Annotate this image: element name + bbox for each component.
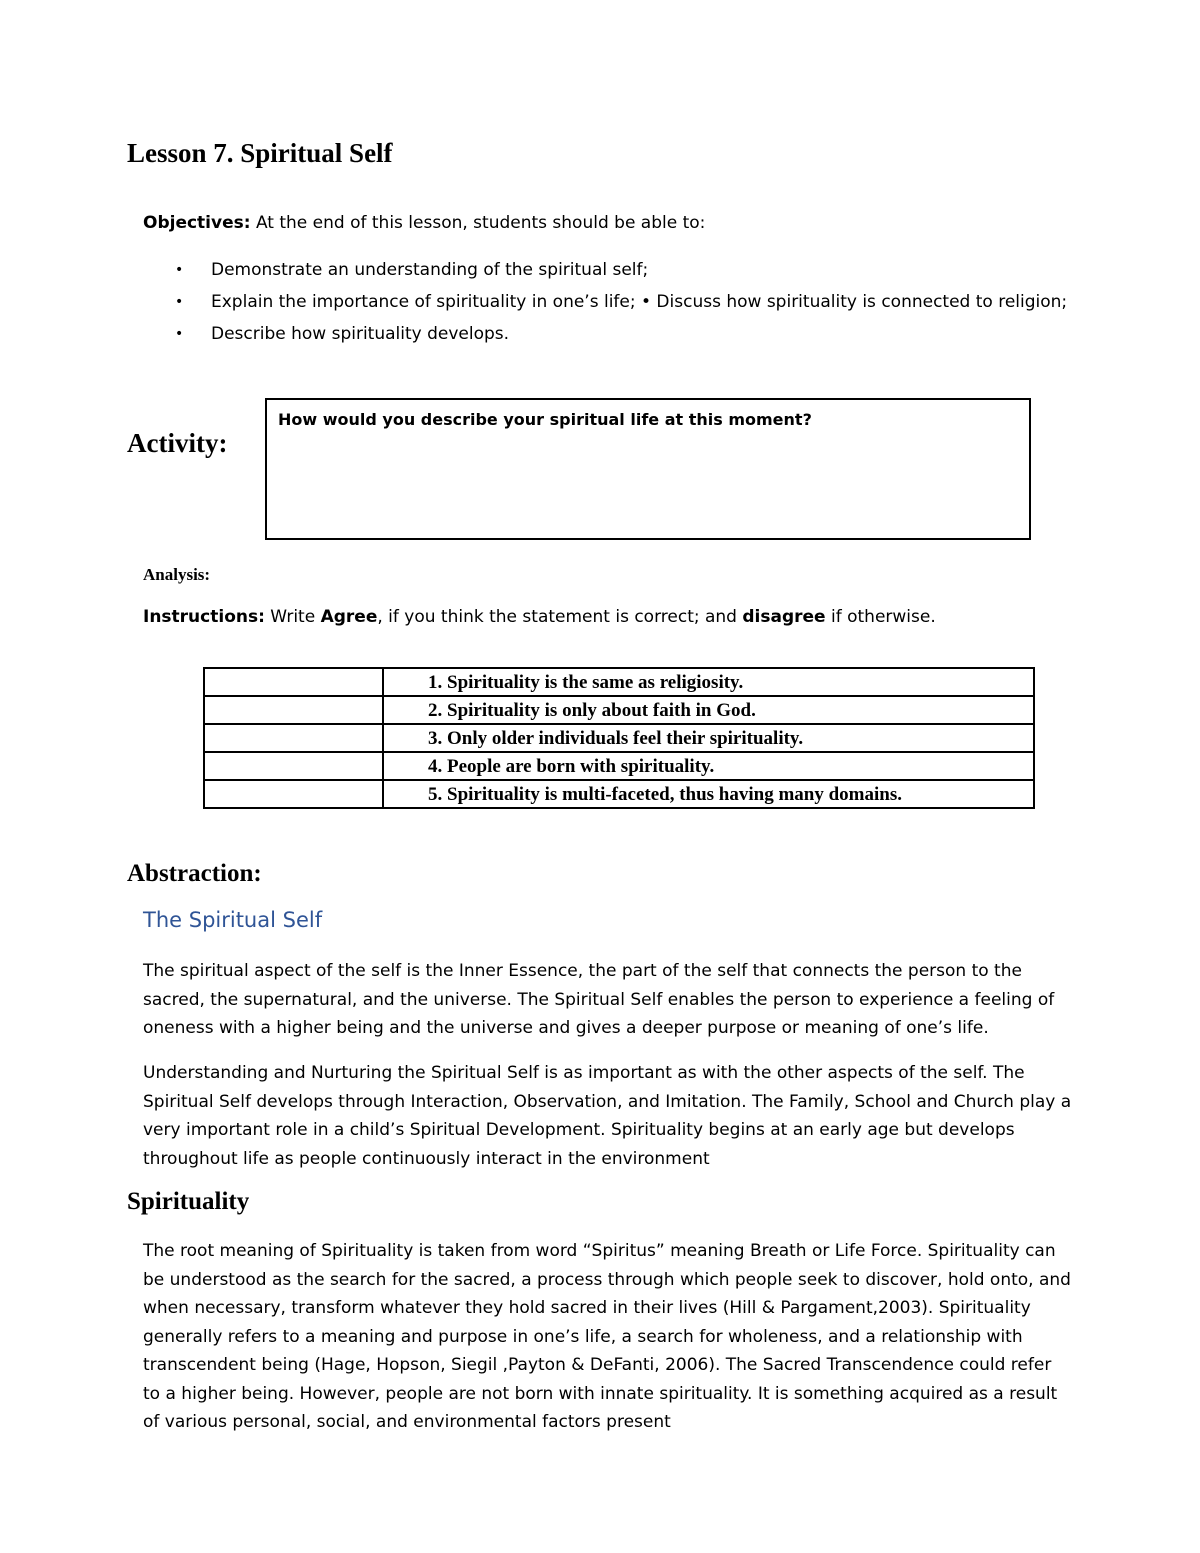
spirituality-heading: Spirituality — [127, 1188, 250, 1215]
statement-cell: 1. Spirituality is the same as religiosity. — [383, 668, 1034, 696]
abstraction-paragraph-1: The spiritual aspect of the self is the Inner Essence, the part of the self that connects the person to the sacred, the supernatural, and the universe. The Spiritual Self enables the person to experience a feeling of oneness with a higher being and the universe and gives a deeper purpose or meaning of one’s life. — [143, 961, 1055, 1038]
instructions-agree: Agree — [320, 607, 378, 627]
answer-cell[interactable] — [204, 780, 383, 808]
instructions-text-post: if otherwise. — [831, 607, 936, 627]
abstraction-heading: Abstraction: — [127, 860, 262, 887]
instructions-line — [143, 607, 936, 627]
table-row — [204, 780, 1034, 808]
objectives-text: At the end of this lesson, students should be able to: — [255, 213, 706, 233]
objective-item: • Describe how spirituality develops. — [175, 322, 1067, 354]
statement-cell: 5. Spirituality is multi-faceted, thus having many domains. — [383, 780, 1034, 808]
activity-heading: Activity: — [127, 428, 228, 458]
page-title: Lesson 7. Spiritual Self — [127, 138, 393, 168]
answer-cell[interactable] — [204, 668, 383, 696]
agree-disagree-table — [203, 667, 1035, 809]
analysis-heading: Analysis: — [143, 565, 211, 584]
table-row — [204, 696, 1034, 724]
activity-question: How would you describe your spiritual life at this moment? — [278, 410, 812, 429]
table-row — [204, 724, 1034, 752]
objectives-line — [143, 213, 705, 233]
instructions-text-mid: , if you think the statement is correct; and — [377, 607, 737, 627]
spirituality-paragraph: The root meaning of Spirituality is taken from word “Spiritus” meaning Breath or Life Force. Spirituality can be understood as the search for the sacred, a process through which people seek to discover, hold onto, and when necessary, transform whatever they hold sacred in their lives (Hill & Pargament,2003). Spirituality generally refers to a meaning and purpose in one’s life, a search for wholeness, and a relationship with transcendent being (Hage, Hopson, Siegil ,Payton & DeFanti, 2006). The Sacred Transcendence could refer to a higher being. However, people are not born with innate spirituality. It is something acquired as a result of various personal, social, and environmental factors present — [143, 1241, 1071, 1432]
instructions-label: Instructions: — [143, 607, 265, 627]
objective-item: • Demonstrate an understanding of the spiritual self; — [175, 258, 1067, 290]
objective-item: • Explain the importance of spirituality in one’s life; • Discuss how spirituality is connected to religion; — [175, 290, 1067, 322]
activity-answer-box[interactable] — [265, 398, 1031, 540]
spiritual-self-subheading: The Spiritual Self — [143, 908, 323, 932]
objectives-label: Objectives: — [143, 213, 251, 233]
statement-cell: 4. People are born with spirituality. — [383, 752, 1034, 780]
table-row — [204, 752, 1034, 780]
answer-cell[interactable] — [204, 696, 383, 724]
abstraction-paragraph-2: Understanding and Nurturing the Spiritual Self is as important as with the other aspects of the self. The Spiritual Self develops through Interaction, Observation, and Imitation. The Family, School and Church play a very important role in a child’s Spiritual Development. Spirituality begins at an early age but develops throughout life as people continuously interact in the environment — [143, 1063, 1072, 1169]
statement-cell: 3. Only older individuals feel their spirituality. — [383, 724, 1034, 752]
answer-cell[interactable] — [204, 752, 383, 780]
answer-cell[interactable] — [204, 724, 383, 752]
table-row — [204, 668, 1034, 696]
statement-cell: 2. Spirituality is only about faith in God. — [383, 696, 1034, 724]
instructions-disagree: disagree — [742, 607, 826, 627]
objectives-list — [175, 258, 1067, 354]
instructions-text-pre: Write — [270, 607, 316, 627]
